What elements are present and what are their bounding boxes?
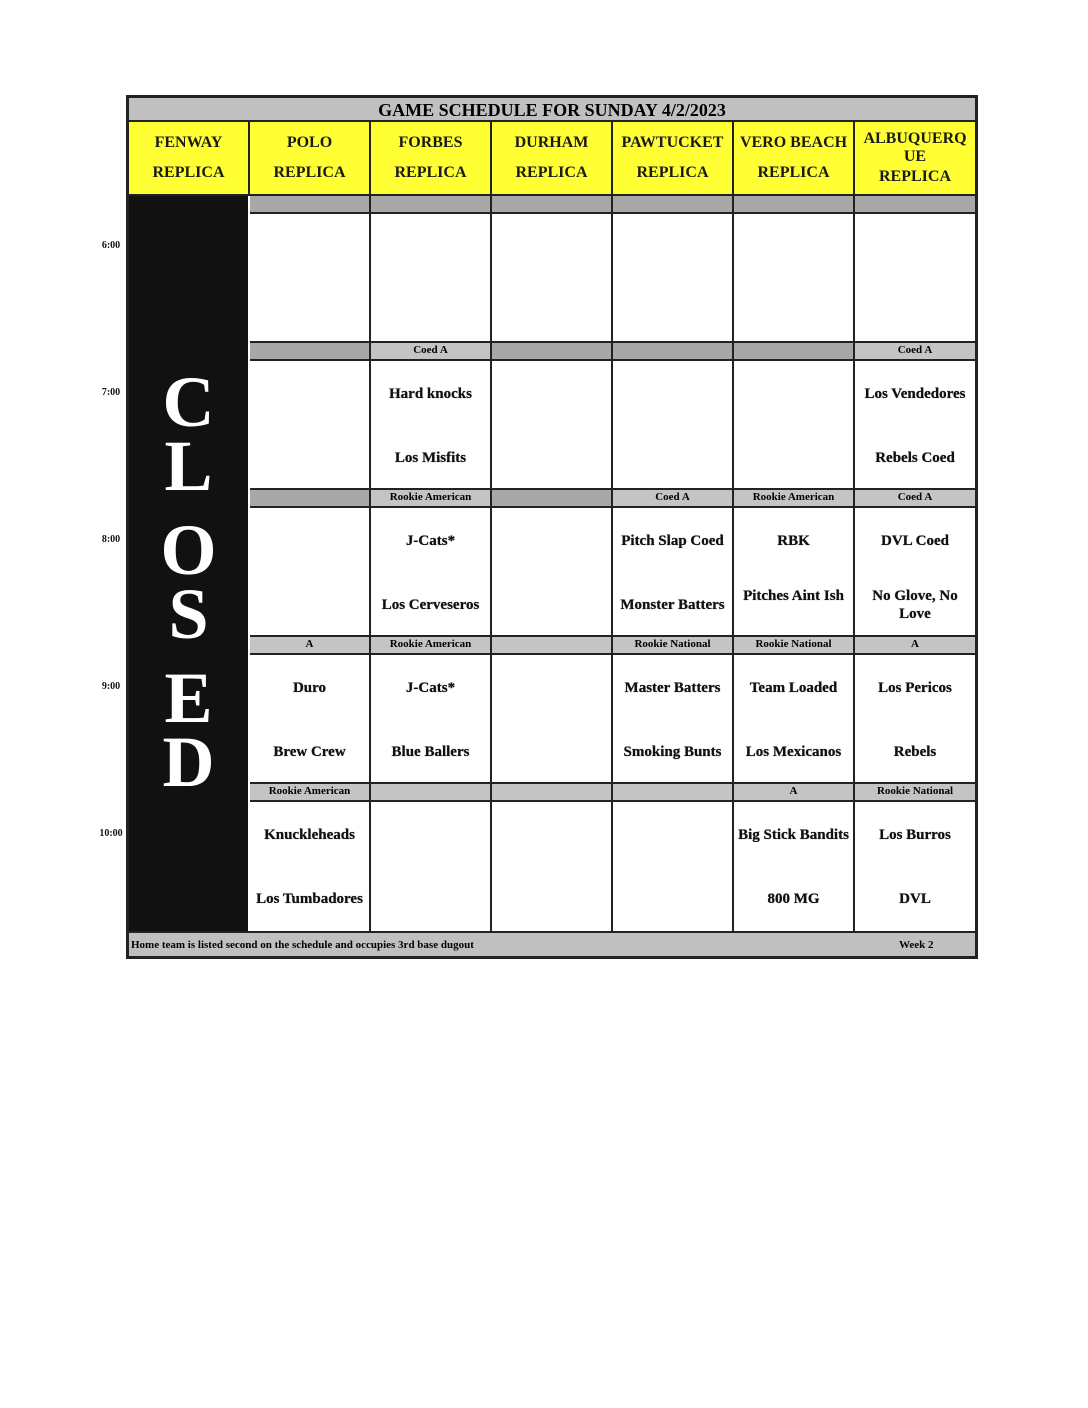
- away-team: J-Cats*: [405, 533, 456, 549]
- division-band: [250, 196, 371, 214]
- game-cell: [613, 214, 734, 343]
- division-band: A: [855, 637, 975, 655]
- game-cell: [855, 655, 975, 784]
- closed-letter: C: [162, 362, 215, 442]
- division-band: Rookie American: [371, 490, 492, 508]
- closed-letter: L: [164, 426, 213, 506]
- game-cell: [855, 214, 975, 343]
- field-header-6: [855, 122, 975, 196]
- division-band: [492, 490, 613, 508]
- home-team: Rebels: [893, 744, 937, 760]
- field-type: REPLICA: [515, 164, 588, 181]
- game-cell: [613, 361, 734, 490]
- field-header-1: [250, 122, 371, 196]
- game-cell: [250, 802, 371, 931]
- home-team: Smoking Bunts: [623, 744, 722, 760]
- away-team: Knuckleheads: [264, 827, 355, 843]
- division-band: Rookie National: [734, 637, 855, 655]
- game-cell: [855, 508, 975, 637]
- game-cell: [855, 361, 975, 490]
- time-label: 6:00: [101, 240, 121, 251]
- field-header-3: [492, 122, 613, 196]
- closed-letter: E: [164, 658, 213, 738]
- field-type: REPLICA: [757, 164, 830, 181]
- home-team: Los Misfits: [394, 450, 467, 466]
- division-band: [613, 343, 734, 361]
- schedule-title: GAME SCHEDULE FOR SUNDAY 4/2/2023: [129, 98, 975, 122]
- field-name: POLO: [286, 134, 333, 151]
- game-cell: [371, 508, 492, 637]
- closed-field-column: [129, 196, 248, 931]
- away-team: Master Batters: [624, 680, 721, 696]
- week-label: Week 2: [899, 939, 934, 951]
- away-team: Los Vendedores: [864, 386, 966, 402]
- field-name: FENWAY: [154, 134, 223, 151]
- game-cell: [613, 508, 734, 637]
- division-band: Rookie National: [613, 637, 734, 655]
- away-team: Pitch Slap Coed: [621, 533, 724, 549]
- division-band: [250, 490, 371, 508]
- home-team: Los Tumbadores: [256, 891, 363, 907]
- game-cell: [734, 214, 855, 343]
- division-band: Coed A: [613, 490, 734, 508]
- field-header-0: [129, 122, 250, 196]
- field-header-5: [734, 122, 855, 196]
- field-type: REPLICA: [152, 164, 225, 181]
- division-band: Coed A: [855, 490, 975, 508]
- field-type: REPLICA: [878, 168, 951, 185]
- division-band: Rookie American: [371, 637, 492, 655]
- field-name: DURHAM: [514, 134, 589, 151]
- game-cell: [613, 802, 734, 931]
- division-band: [492, 784, 613, 802]
- division-band: [492, 343, 613, 361]
- away-team: Los Pericos: [878, 680, 952, 696]
- division-band: A: [734, 784, 855, 802]
- home-team: No Glove, No Love: [872, 588, 958, 622]
- field-type: REPLICA: [273, 164, 346, 181]
- division-band: Rookie American: [250, 784, 371, 802]
- game-cell: [492, 361, 613, 490]
- game-cell: [371, 655, 492, 784]
- schedule-footer: [129, 931, 975, 956]
- home-team-note: Home team is listed second on the schedule and occupies 3rd base dugout: [131, 939, 474, 951]
- home-team: Los Mexicanos: [745, 744, 842, 760]
- game-cell: [734, 655, 855, 784]
- game-cell: [371, 214, 492, 343]
- game-cell: [250, 655, 371, 784]
- division-band: Rookie National: [855, 784, 975, 802]
- home-team: Brew Crew: [273, 744, 346, 760]
- field-name: VERO BEACH: [739, 134, 848, 151]
- field-type: REPLICA: [636, 164, 709, 181]
- away-team: Big Stick Bandits: [738, 827, 849, 843]
- away-team: RBK: [777, 533, 810, 549]
- game-cell: [250, 361, 371, 490]
- home-team: 800 MG: [767, 891, 820, 907]
- game-cell: [250, 508, 371, 637]
- home-team: Pitches Aint Ish: [743, 588, 844, 604]
- time-label: 7:00: [101, 387, 121, 398]
- division-band: [492, 637, 613, 655]
- game-cell: [492, 214, 613, 343]
- away-team: DVL Coed: [881, 533, 949, 549]
- closed-letter: D: [162, 722, 215, 802]
- game-cell: [371, 361, 492, 490]
- game-cell: [492, 508, 613, 637]
- game-cell: [250, 214, 371, 343]
- division-band: A: [250, 637, 371, 655]
- division-band: [734, 196, 855, 214]
- game-cell: [734, 802, 855, 931]
- away-team: Team Loaded: [749, 680, 838, 696]
- game-cell: [734, 508, 855, 637]
- home-team: Monster Batters: [620, 597, 725, 613]
- home-team: Rebels Coed: [875, 450, 955, 466]
- away-team: Los Burros: [879, 827, 951, 843]
- field-type: REPLICA: [394, 164, 467, 181]
- division-band: [250, 343, 371, 361]
- division-band: Rookie American: [734, 490, 855, 508]
- game-cell: [734, 361, 855, 490]
- field-name: PAWTUCKET: [621, 134, 724, 151]
- away-team: Hard knocks: [389, 386, 472, 402]
- game-cell: [613, 655, 734, 784]
- division-band: [855, 196, 975, 214]
- division-band: [371, 784, 492, 802]
- time-label: 10:00: [99, 828, 123, 839]
- game-cell: [371, 802, 492, 931]
- away-team: Duro: [292, 680, 327, 696]
- home-team: DVL: [899, 891, 931, 907]
- field-name: FORBES: [398, 134, 463, 151]
- home-team: Los Cerveseros: [381, 597, 480, 613]
- division-band: Coed A: [855, 343, 975, 361]
- time-label: 9:00: [101, 681, 121, 692]
- closed-letter: S: [168, 574, 209, 654]
- division-band: [613, 784, 734, 802]
- division-band: [371, 196, 492, 214]
- closed-letter: O: [160, 510, 217, 590]
- field-name: ALBUQUERQUE: [863, 130, 967, 165]
- division-band: [734, 343, 855, 361]
- game-cell: [855, 802, 975, 931]
- home-team: Blue Ballers: [391, 744, 470, 760]
- division-band: [492, 196, 613, 214]
- division-band: [613, 196, 734, 214]
- field-header-4: [613, 122, 734, 196]
- division-band: Coed A: [371, 343, 492, 361]
- game-cell: [492, 655, 613, 784]
- away-team: J-Cats*: [405, 680, 456, 696]
- field-header-2: [371, 122, 492, 196]
- game-cell: [492, 802, 613, 931]
- time-label: 8:00: [101, 534, 121, 545]
